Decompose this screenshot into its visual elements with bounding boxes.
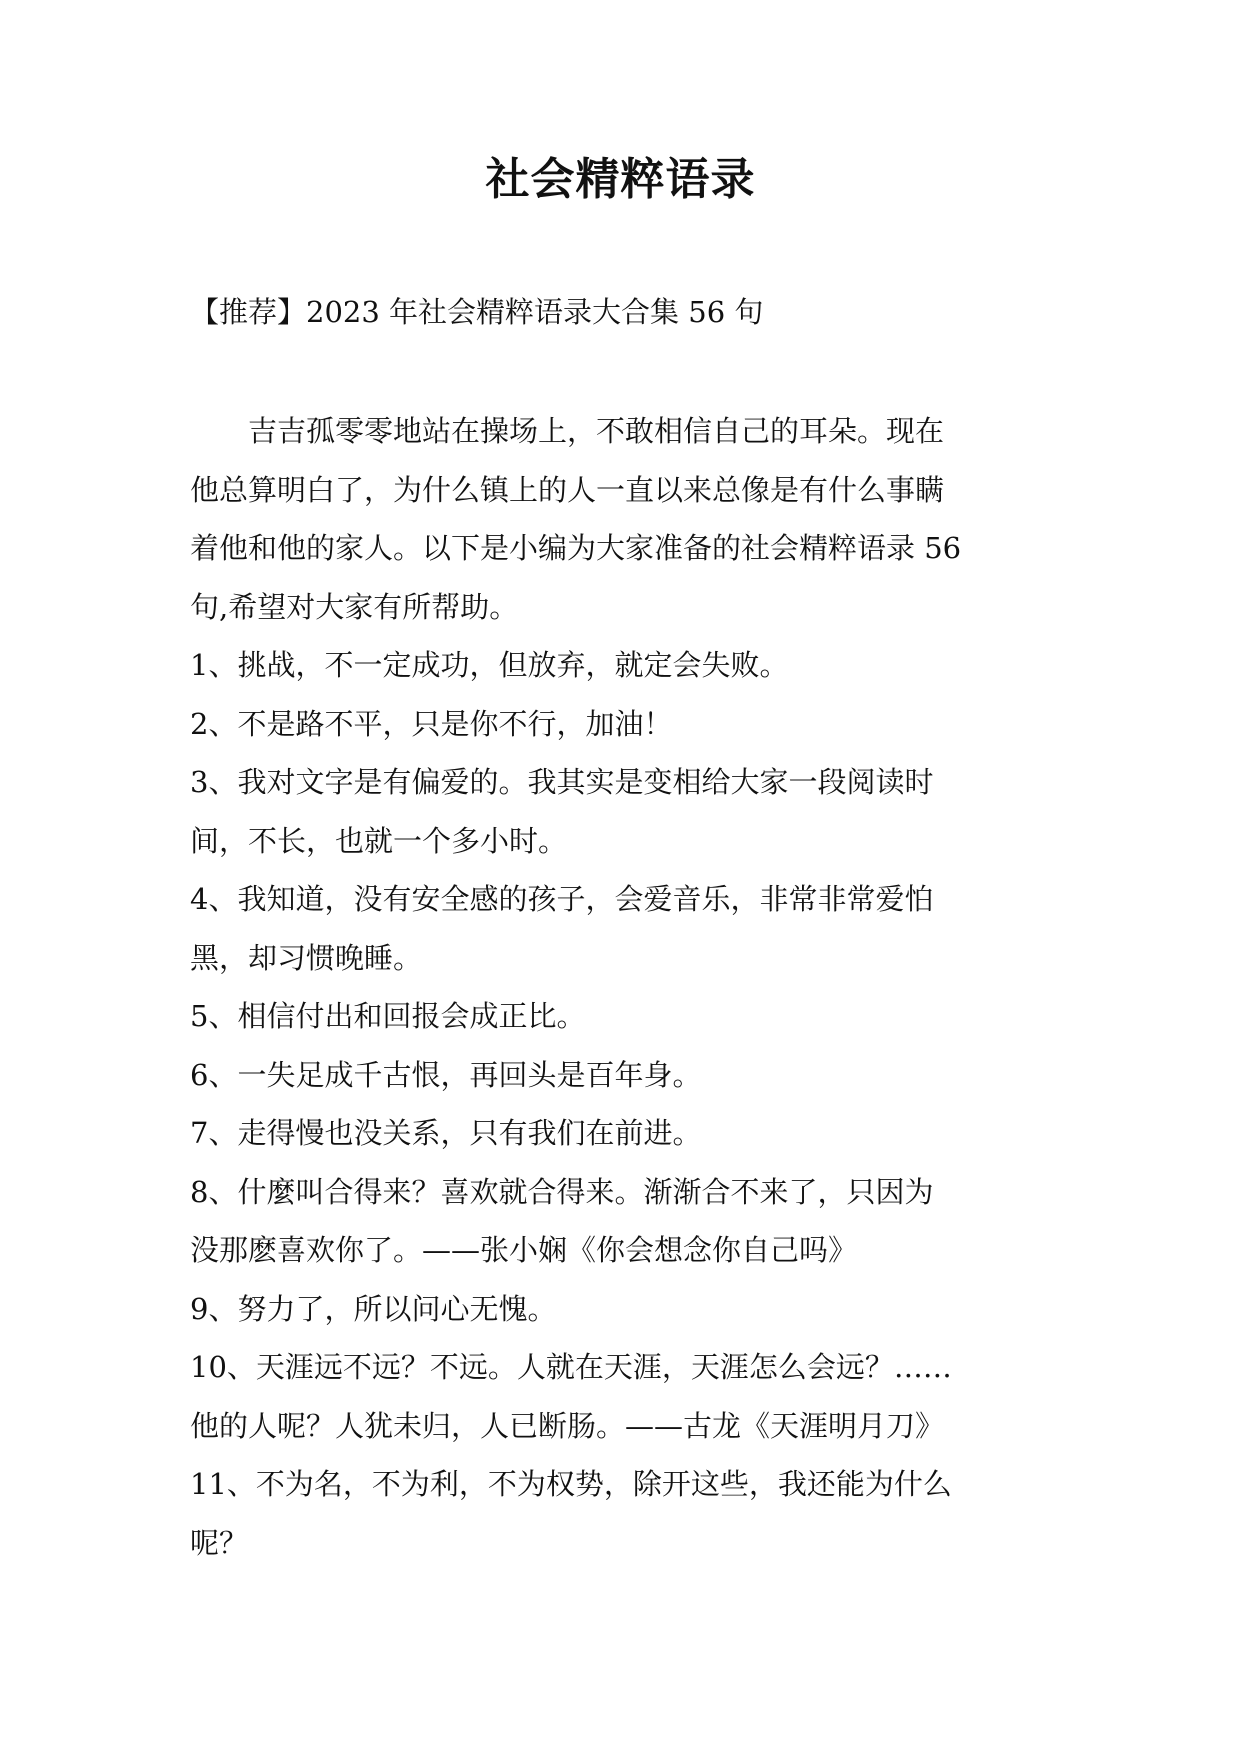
document-subtitle: 【推荐】2023 年社会精粹语录大合集 56 句 <box>190 295 764 329</box>
quote-line: 7、走得慢也没关系，只有我们在前进。 <box>190 1116 702 1150</box>
intro-line: 句,希望对大家有所帮助。 <box>190 589 519 624</box>
document-body <box>190 402 1070 1572</box>
intro-line: 着他和他的家人。以下是小编为大家准备的社会精粹语录 56 <box>190 531 962 565</box>
quote-line: 9、努力了，所以问心无愧。 <box>190 1291 557 1326</box>
intro-line: 吉吉孤零零地站在操场上，不敢相信自己的耳朵。现在 <box>248 414 945 448</box>
page-title: 社会精粹语录 <box>485 154 756 205</box>
quote-line: 8、什麼叫合得来？喜欢就合得来。渐渐合不来了，只因为 <box>190 1174 934 1209</box>
quote-line: 没那麽喜欢你了。——张小娴《你会想念你自己吗》 <box>190 1233 858 1267</box>
quote-line: 黑，却习惯晚睡。 <box>190 940 423 975</box>
quote-line: 他的人呢？人犹未归，人已断肠。——古龙《天涯明月刀》 <box>190 1408 945 1443</box>
quote-line: 1、挑战，不一定成功，但放弃，就定会失败。 <box>190 648 789 682</box>
quote-line: 10、天涯远不远？不远。人就在天涯，天涯怎么会远？…… <box>190 1350 952 1384</box>
quote-line: 2、不是路不平，只是你不行，加油！ <box>190 706 673 741</box>
quote-line: 11、不为名，不为利，不为权势，除开这些，我还能为什么 <box>190 1467 952 1501</box>
quote-line: 6、一失足成千古恨，再回头是百年身。 <box>190 1057 702 1092</box>
quote-line: 呢？ <box>190 1525 249 1560</box>
quote-line: 4、我知道，没有安全感的孩子，会爱音乐，非常非常爱怕 <box>190 882 934 916</box>
quote-line: 3、我对文字是有偏爱的。我其实是变相给大家一段阅读时 <box>190 765 934 799</box>
quote-line: 间，不长，也就一个多小时。 <box>190 823 568 858</box>
quote-line: 5、相信付出和回报会成正比。 <box>190 999 586 1033</box>
intro-line: 他总算明白了，为什么镇上的人一直以来总像是有什么事瞒 <box>190 472 945 507</box>
